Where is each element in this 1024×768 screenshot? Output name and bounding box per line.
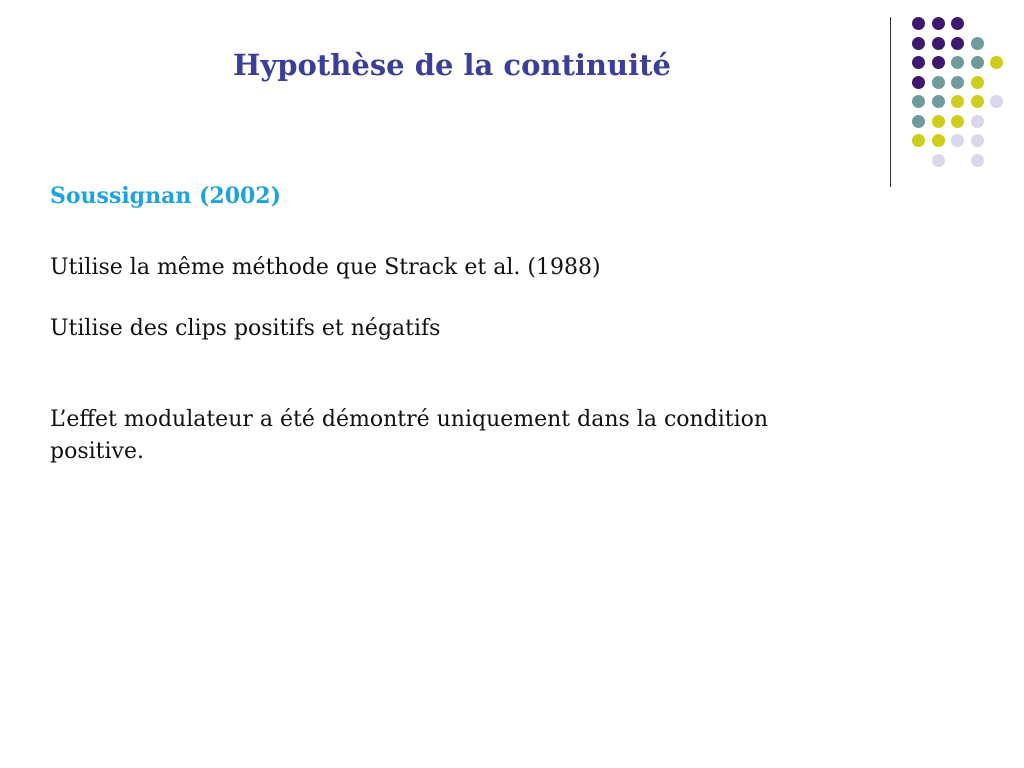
decorative-dot-lavender [951,134,964,147]
decorative-dot-teal [951,76,964,89]
decorative-dot-purple [912,37,925,50]
decorative-dot-teal [912,115,925,128]
decorative-dot-purple [951,17,964,30]
decorative-dot-purple [912,56,925,69]
decorative-dot-purple [932,56,945,69]
slide-subtitle: Soussignan (2002) [50,183,282,209]
decorative-dot-teal [971,37,984,50]
decorative-dot-lavender [971,134,984,147]
decorative-dot-grid [0,0,1024,200]
body-paragraph-method: Utilise la même méthode que Strack et al. (1988) [50,255,601,280]
decorative-dot-olive [971,95,984,108]
decorative-dot-purple [932,37,945,50]
decorative-dot-olive [932,134,945,147]
decorative-dot-lavender [990,95,1003,108]
decorative-dot-purple [912,17,925,30]
decorative-dot-teal [912,95,925,108]
decorative-dot-teal [932,95,945,108]
decorative-dot-teal [932,76,945,89]
body-paragraph-clips: Utilise des clips positifs et négatifs [50,316,441,341]
body-paragraph-effect: L’effet modulateur a été démontré uniquement dans la condition positive. [50,407,769,464]
decorative-dot-olive [971,76,984,89]
decorative-dot-olive [951,95,964,108]
decorative-dot-olive [912,134,925,147]
decorative-dot-lavender [932,154,945,167]
slide-title: Hypothèse de la continuité [233,48,671,82]
decorative-dot-teal [971,56,984,69]
decorative-dot-teal [951,56,964,69]
decorative-dot-lavender [971,154,984,167]
decorative-dot-olive [932,115,945,128]
decorative-dot-purple [912,76,925,89]
decorative-dot-olive [990,56,1003,69]
decorative-dot-olive [951,115,964,128]
decorative-dot-purple [951,37,964,50]
decorative-dot-purple [932,17,945,30]
decorative-dot-lavender [971,115,984,128]
